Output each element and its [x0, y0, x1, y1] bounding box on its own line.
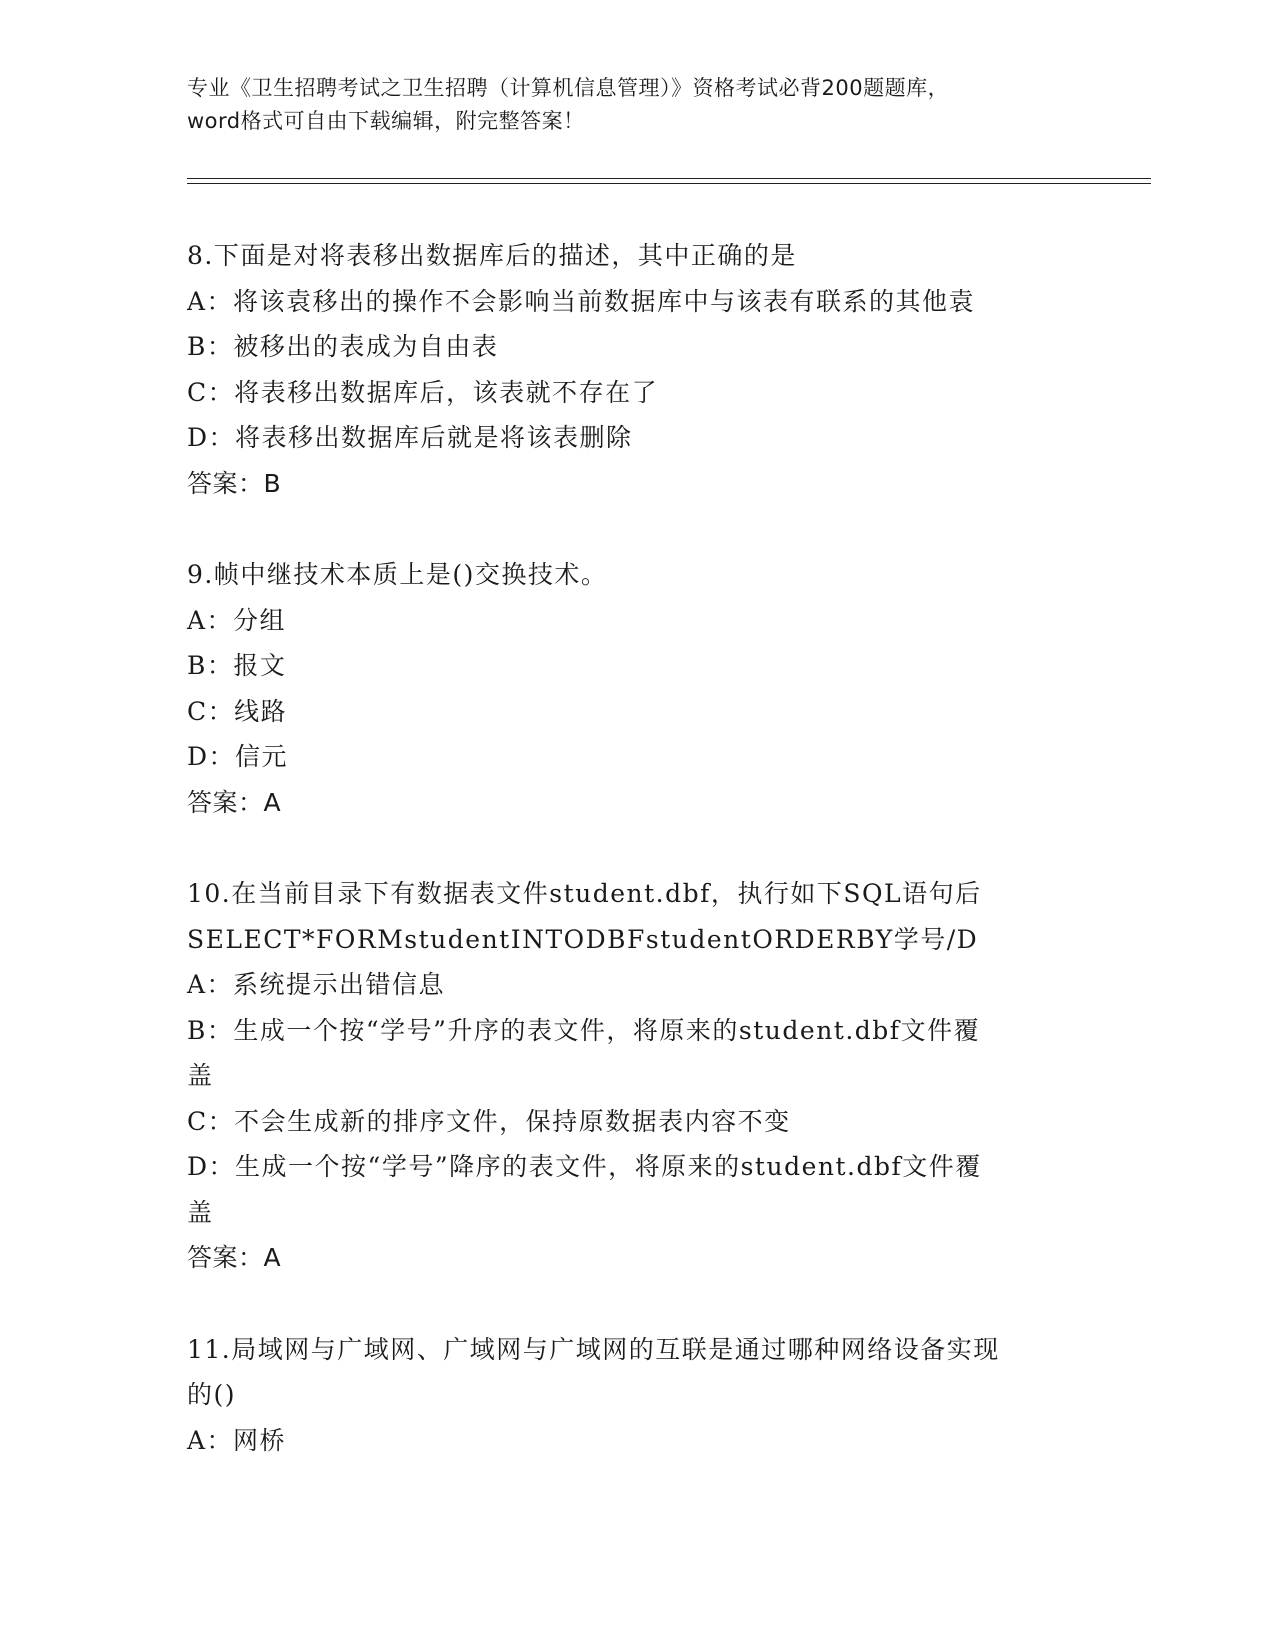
option-text: 盖 [187, 1197, 214, 1227]
answer-label: 答案：A [187, 1243, 282, 1272]
option-text: D：生成一个按“学号”降序的表文件，将原来的student.dbf文件覆 [187, 1152, 982, 1181]
option-text: A：网桥 [187, 1425, 287, 1455]
question-block [187, 233, 1087, 506]
question-stem: 的() [187, 1380, 237, 1409]
option-text: B：生成一个按“学号”升序的表文件，将原来的student.dbf文件覆 [187, 1015, 981, 1045]
answer-label: 答案：A [187, 787, 282, 817]
document-header [187, 72, 1087, 138]
option-text: B：被移出的表成为自由表 [187, 332, 499, 361]
option-text: C：线路 [187, 696, 288, 726]
header-rule-top [187, 178, 1151, 179]
header-rule-bottom [187, 183, 1151, 184]
question-stem: 8.下面是对将表移出数据库后的描述，其中正确的是 [187, 241, 797, 270]
question-list [187, 233, 1087, 1463]
option-text: C：不会生成新的排序文件，保持原数据表内容不变 [187, 1106, 791, 1136]
option-text: A：系统提示出错信息 [187, 970, 446, 999]
option-text: 盖 [187, 1061, 214, 1090]
option-text: A：分组 [187, 605, 287, 635]
question-stem: 10.在当前目录下有数据表文件student.dbf，执行如下SQL语句后 [187, 879, 982, 908]
option-text: D：信元 [187, 742, 289, 771]
header-line-2: word格式可自由下载编辑，附完整答案！ [187, 109, 585, 133]
option-text: D：将表移出数据库后就是将该表删除 [187, 423, 633, 452]
option-text: B：报文 [187, 651, 287, 680]
option-text: A：将该袁移出的操作不会影响当前数据库中与该表有联系的其他袁 [187, 286, 976, 316]
question-block [187, 552, 1087, 825]
question-stem: 11.局域网与广域网、广域网与广域网的互联是通过哪种网络设备实现 [187, 1334, 1000, 1364]
header-line-1: 专业《卫生招聘考试之卫生招聘（计算机信息管理）》资格考试必背200题题库， [187, 76, 950, 100]
question-block [187, 1327, 1087, 1464]
question-stem: 9.帧中继技术本质上是()交换技术。 [187, 560, 608, 589]
question-stem: SELECT*FORMstudentINTODBFstudentORDERBY学号/D [187, 924, 979, 954]
option-text: C：将表移出数据库后，该表就不存在了 [187, 377, 659, 407]
question-block [187, 871, 1087, 1281]
answer-label: 答案：B [187, 468, 282, 498]
